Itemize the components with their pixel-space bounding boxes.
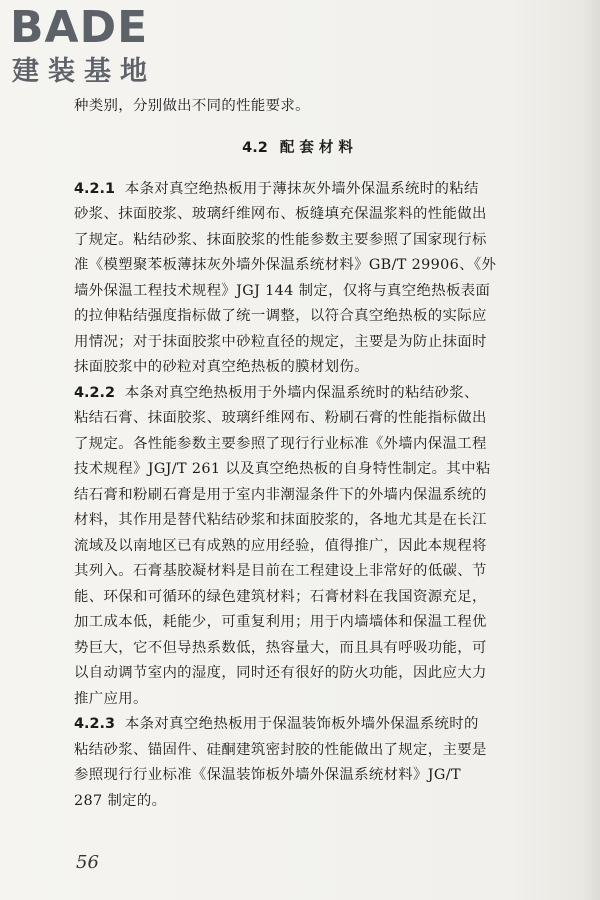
clause-number: 4.2.1 [74, 181, 115, 197]
page-number: 56 [76, 852, 99, 873]
clause-line: 砂浆、抹面胶浆、玻璃纤维网布、板缝填充保温浆料的性能做出 [74, 206, 487, 222]
logo-subtitle: 建装基地 [12, 56, 156, 87]
clause-line: 用情况；对于抹面胶浆中砂粒直径的规定，主要是为防止抹面时 [74, 334, 487, 350]
clause-line: 其列入。石膏基胶凝材料是目前在工程建设上非常好的低碳、节 [74, 563, 487, 579]
clause-number: 4.2.2 [74, 385, 115, 401]
clause-line: 以自动调节室内的湿度，同时还有很好的防火功能，因此应大力 [74, 665, 487, 681]
clause-line: 技术规程》JGJ/T 261 以及真空绝热板的自身特性制定。其中粘 [74, 461, 491, 477]
bade-logo [10, 4, 156, 88]
clause-line: 准《模塑聚苯板薄抹灰外墙外保温系统材料》GB/T 29906、《外 [74, 257, 497, 273]
clause-line: 了规定。各性能参数主要参照了现行行业标准《外墙内保温工程 [74, 436, 487, 452]
clause-line: 势巨大，它不但导热系数低，热容量大，而且具有呼吸功能，可 [74, 640, 487, 656]
clause-line: 了规定。粘结砂浆、抹面胶浆的性能参数主要参照了国家现行标 [74, 232, 487, 248]
clause-line: 材料，其作用是替代粘结砂浆和抹面胶浆的，各地尤其是在长江 [74, 512, 487, 528]
clause-line: 4.2.1 本条对真空绝热板用于薄抹灰外墙外保温系统时的粘结 [74, 181, 479, 197]
clause-line: 287 制定的。 [74, 793, 167, 809]
clause-line: 粘结石膏、抹面胶浆、玻璃纤维网布、粉刷石膏的性能指标做出 [74, 410, 487, 426]
section-title: 配套材料 [279, 140, 358, 156]
section-number: 4.2 [242, 140, 268, 156]
clause-line: 加工成本低，耗能少，可重复利用；用于内墙墙体和保温工程优 [74, 614, 487, 630]
clause-line: 粘结砂浆、锚固件、硅酮建筑密封胶的性能做出了规定，主要是 [74, 742, 487, 758]
clause-line: 抹面胶浆中的砂粒对真空绝热板的膜材划伤。 [74, 359, 369, 375]
clause-line: 的拉伸粘结强度指标做了统一调整，以符合真空绝热板的实际应 [74, 308, 487, 324]
section-heading [0, 138, 600, 158]
clause-line: 墙外保温工程技术规程》JGJ 144 制定，仅将与真空绝热板表面 [74, 283, 491, 299]
clause-line: 流域及以南地区已有成熟的应用经验，值得推广，因此本规程将 [74, 538, 487, 554]
clause-line: 结石膏和粉刷石膏是用于室内非潮湿条件下的外墙内保温系统的 [74, 487, 487, 503]
clause-line: 推广应用。 [74, 691, 148, 707]
clause-line: 4.2.2 本条对真空绝热板用于外墙内保温系统时的粘结砂浆、 [74, 385, 479, 401]
intro-line: 种类别，分别做出不同的性能要求。 [74, 98, 310, 114]
clause-number: 4.2.3 [74, 716, 115, 732]
clause-line: 能、环保和可循环的绿色建筑材料；石膏材料在我国资源充足， [74, 589, 487, 605]
logo-brand: BADE [10, 2, 149, 53]
clause-line: 4.2.3 本条对真空绝热板用于保温装饰板外墙外保温系统时的 [74, 716, 479, 732]
clause-line: 参照现行行业标准《保温装饰板外墙外保温系统材料》JG/T [74, 767, 461, 783]
